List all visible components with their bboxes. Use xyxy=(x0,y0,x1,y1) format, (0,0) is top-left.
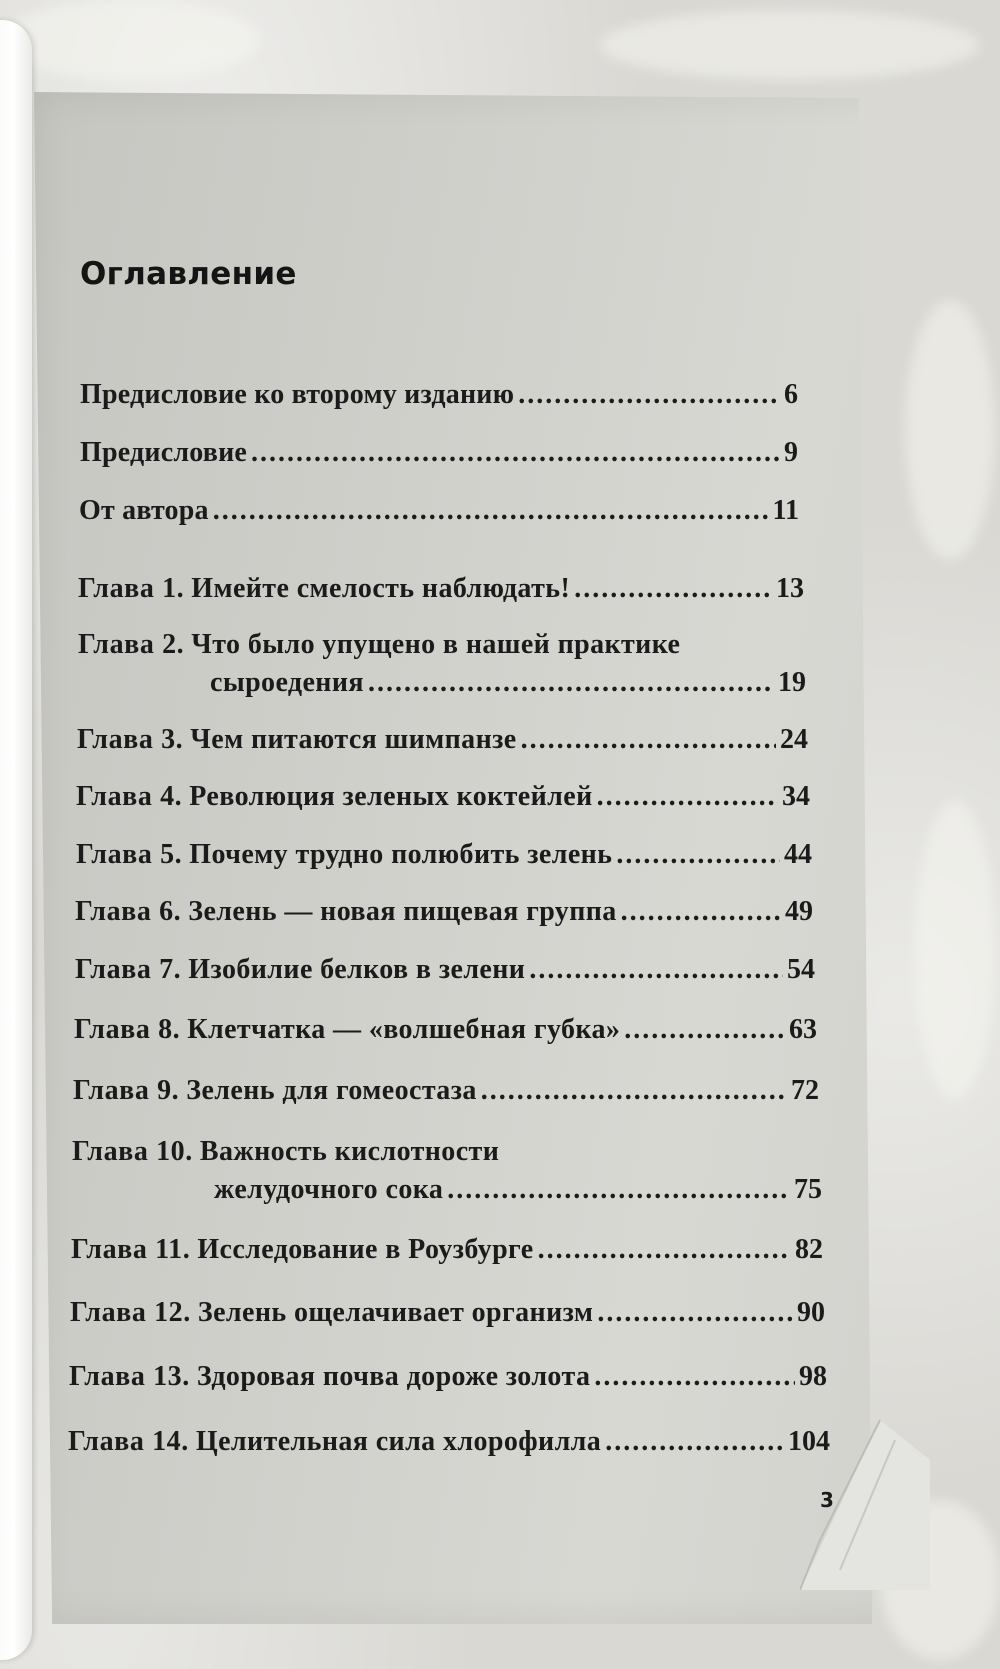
toc-entry xyxy=(70,1296,825,1330)
entry-title: Изобилие белков в зелени xyxy=(188,954,526,985)
page-ref: 24 xyxy=(780,724,808,755)
entry-title-continued: желудочного сока xyxy=(214,1174,444,1205)
entry-title: Революция зеленых коктейлей xyxy=(189,781,593,812)
page-ref: 104 xyxy=(788,1426,830,1457)
page-ref: 44 xyxy=(784,839,812,870)
page-ref: 63 xyxy=(789,1014,817,1045)
chapter-label: Глава 11. xyxy=(71,1234,191,1265)
entry-title-continued: сыроедения xyxy=(210,667,364,698)
page-ref: 13 xyxy=(776,573,804,604)
toc-entry xyxy=(80,378,798,412)
dot-leader xyxy=(213,494,769,528)
entry-title: Зелень — новая пищевая группа xyxy=(188,896,617,927)
page-ref: 19 xyxy=(778,667,806,698)
dot-leader xyxy=(521,723,776,757)
entry-title: Имейте смелость наблюдать! xyxy=(191,573,571,604)
entry-title: Здоровая почва дороже золота xyxy=(196,1361,591,1392)
page-ref: 49 xyxy=(785,896,813,927)
chapter-label: Глава 6. xyxy=(75,896,182,927)
entry-title: Зелень для гомеостаза xyxy=(186,1075,477,1106)
toc-entry xyxy=(71,1233,823,1267)
chapter-label: Глава 4. xyxy=(76,781,183,812)
page-ref: 6 xyxy=(784,379,798,410)
entry-title: Зелень ощелачивает организм xyxy=(197,1297,594,1328)
page-title: Оглавление xyxy=(80,256,297,292)
toc-entry xyxy=(76,838,812,872)
page-ref: 82 xyxy=(795,1234,823,1265)
toc-entry xyxy=(75,953,815,987)
chapter-label: Глава 12. xyxy=(70,1297,191,1328)
entry-title: От автора xyxy=(79,495,209,526)
entry-title: Клетчатка — «волшебная губка» xyxy=(187,1014,621,1045)
toc-entry xyxy=(75,895,813,929)
toc-entry xyxy=(74,1013,817,1047)
chapter-label: Глава 14. xyxy=(68,1426,189,1457)
dot-leader xyxy=(538,1233,791,1267)
chapter-label: Глава 9. xyxy=(73,1075,180,1106)
toc-entry xyxy=(72,1135,822,1207)
page-ref: 9 xyxy=(784,437,798,468)
toc-entry xyxy=(77,723,808,757)
entry-title: Чем питаются шимпанзе xyxy=(190,724,517,755)
page-ref: 75 xyxy=(794,1174,822,1205)
toc-entry xyxy=(80,436,798,470)
toc-entry xyxy=(79,494,799,528)
dot-leader xyxy=(605,1425,784,1459)
dot-leader xyxy=(518,378,780,412)
dot-leader xyxy=(529,953,783,987)
entry-title: Почему трудно полюбить зелень xyxy=(189,839,613,870)
toc-entry xyxy=(78,572,804,606)
entry-title: Важность кислотности xyxy=(199,1136,500,1167)
dot-leader xyxy=(594,1360,795,1394)
dot-leader xyxy=(621,895,781,929)
entry-title: Предисловие xyxy=(80,437,248,468)
toc-entry xyxy=(73,1074,819,1108)
chapter-label: Глава 3. xyxy=(77,724,184,755)
entry-title: Что было упущено в нашей практике xyxy=(191,629,681,660)
dot-leader xyxy=(616,838,780,872)
entry-title: Предисловие ко второму изданию xyxy=(80,379,515,410)
toc-entry xyxy=(68,1425,830,1459)
dot-leader xyxy=(597,780,778,814)
chapter-label: Глава 8. xyxy=(74,1014,181,1045)
dot-leader xyxy=(624,1013,785,1047)
dot-leader xyxy=(574,572,772,606)
entry-title: Целительная сила хлорофилла xyxy=(195,1426,602,1457)
chapter-label: Глава 1. xyxy=(78,573,185,604)
chapter-label: Глава 5. xyxy=(76,839,183,870)
dot-leader xyxy=(368,666,774,700)
entry-title: Исследование в Роузбурге xyxy=(197,1234,534,1265)
toc-entry xyxy=(69,1360,827,1394)
dot-leader xyxy=(597,1296,793,1330)
page-ref: 11 xyxy=(772,495,799,526)
dot-leader xyxy=(481,1074,787,1108)
page-ref: 34 xyxy=(782,781,810,812)
page-ref: 90 xyxy=(797,1297,825,1328)
chapter-label: Глава 10. xyxy=(72,1136,193,1167)
chapter-label: Глава 13. xyxy=(69,1361,190,1392)
dot-leader xyxy=(251,436,780,470)
page-ref: 72 xyxy=(791,1075,819,1106)
toc-entry xyxy=(76,780,810,814)
chapter-label: Глава 7. xyxy=(75,954,182,985)
chapter-label: Глава 2. xyxy=(78,629,185,660)
dot-leader xyxy=(447,1173,790,1207)
toc-entry xyxy=(78,628,806,700)
page-ref: 98 xyxy=(799,1361,827,1392)
page-ref: 54 xyxy=(787,954,815,985)
page-number: 3 xyxy=(820,1488,834,1512)
